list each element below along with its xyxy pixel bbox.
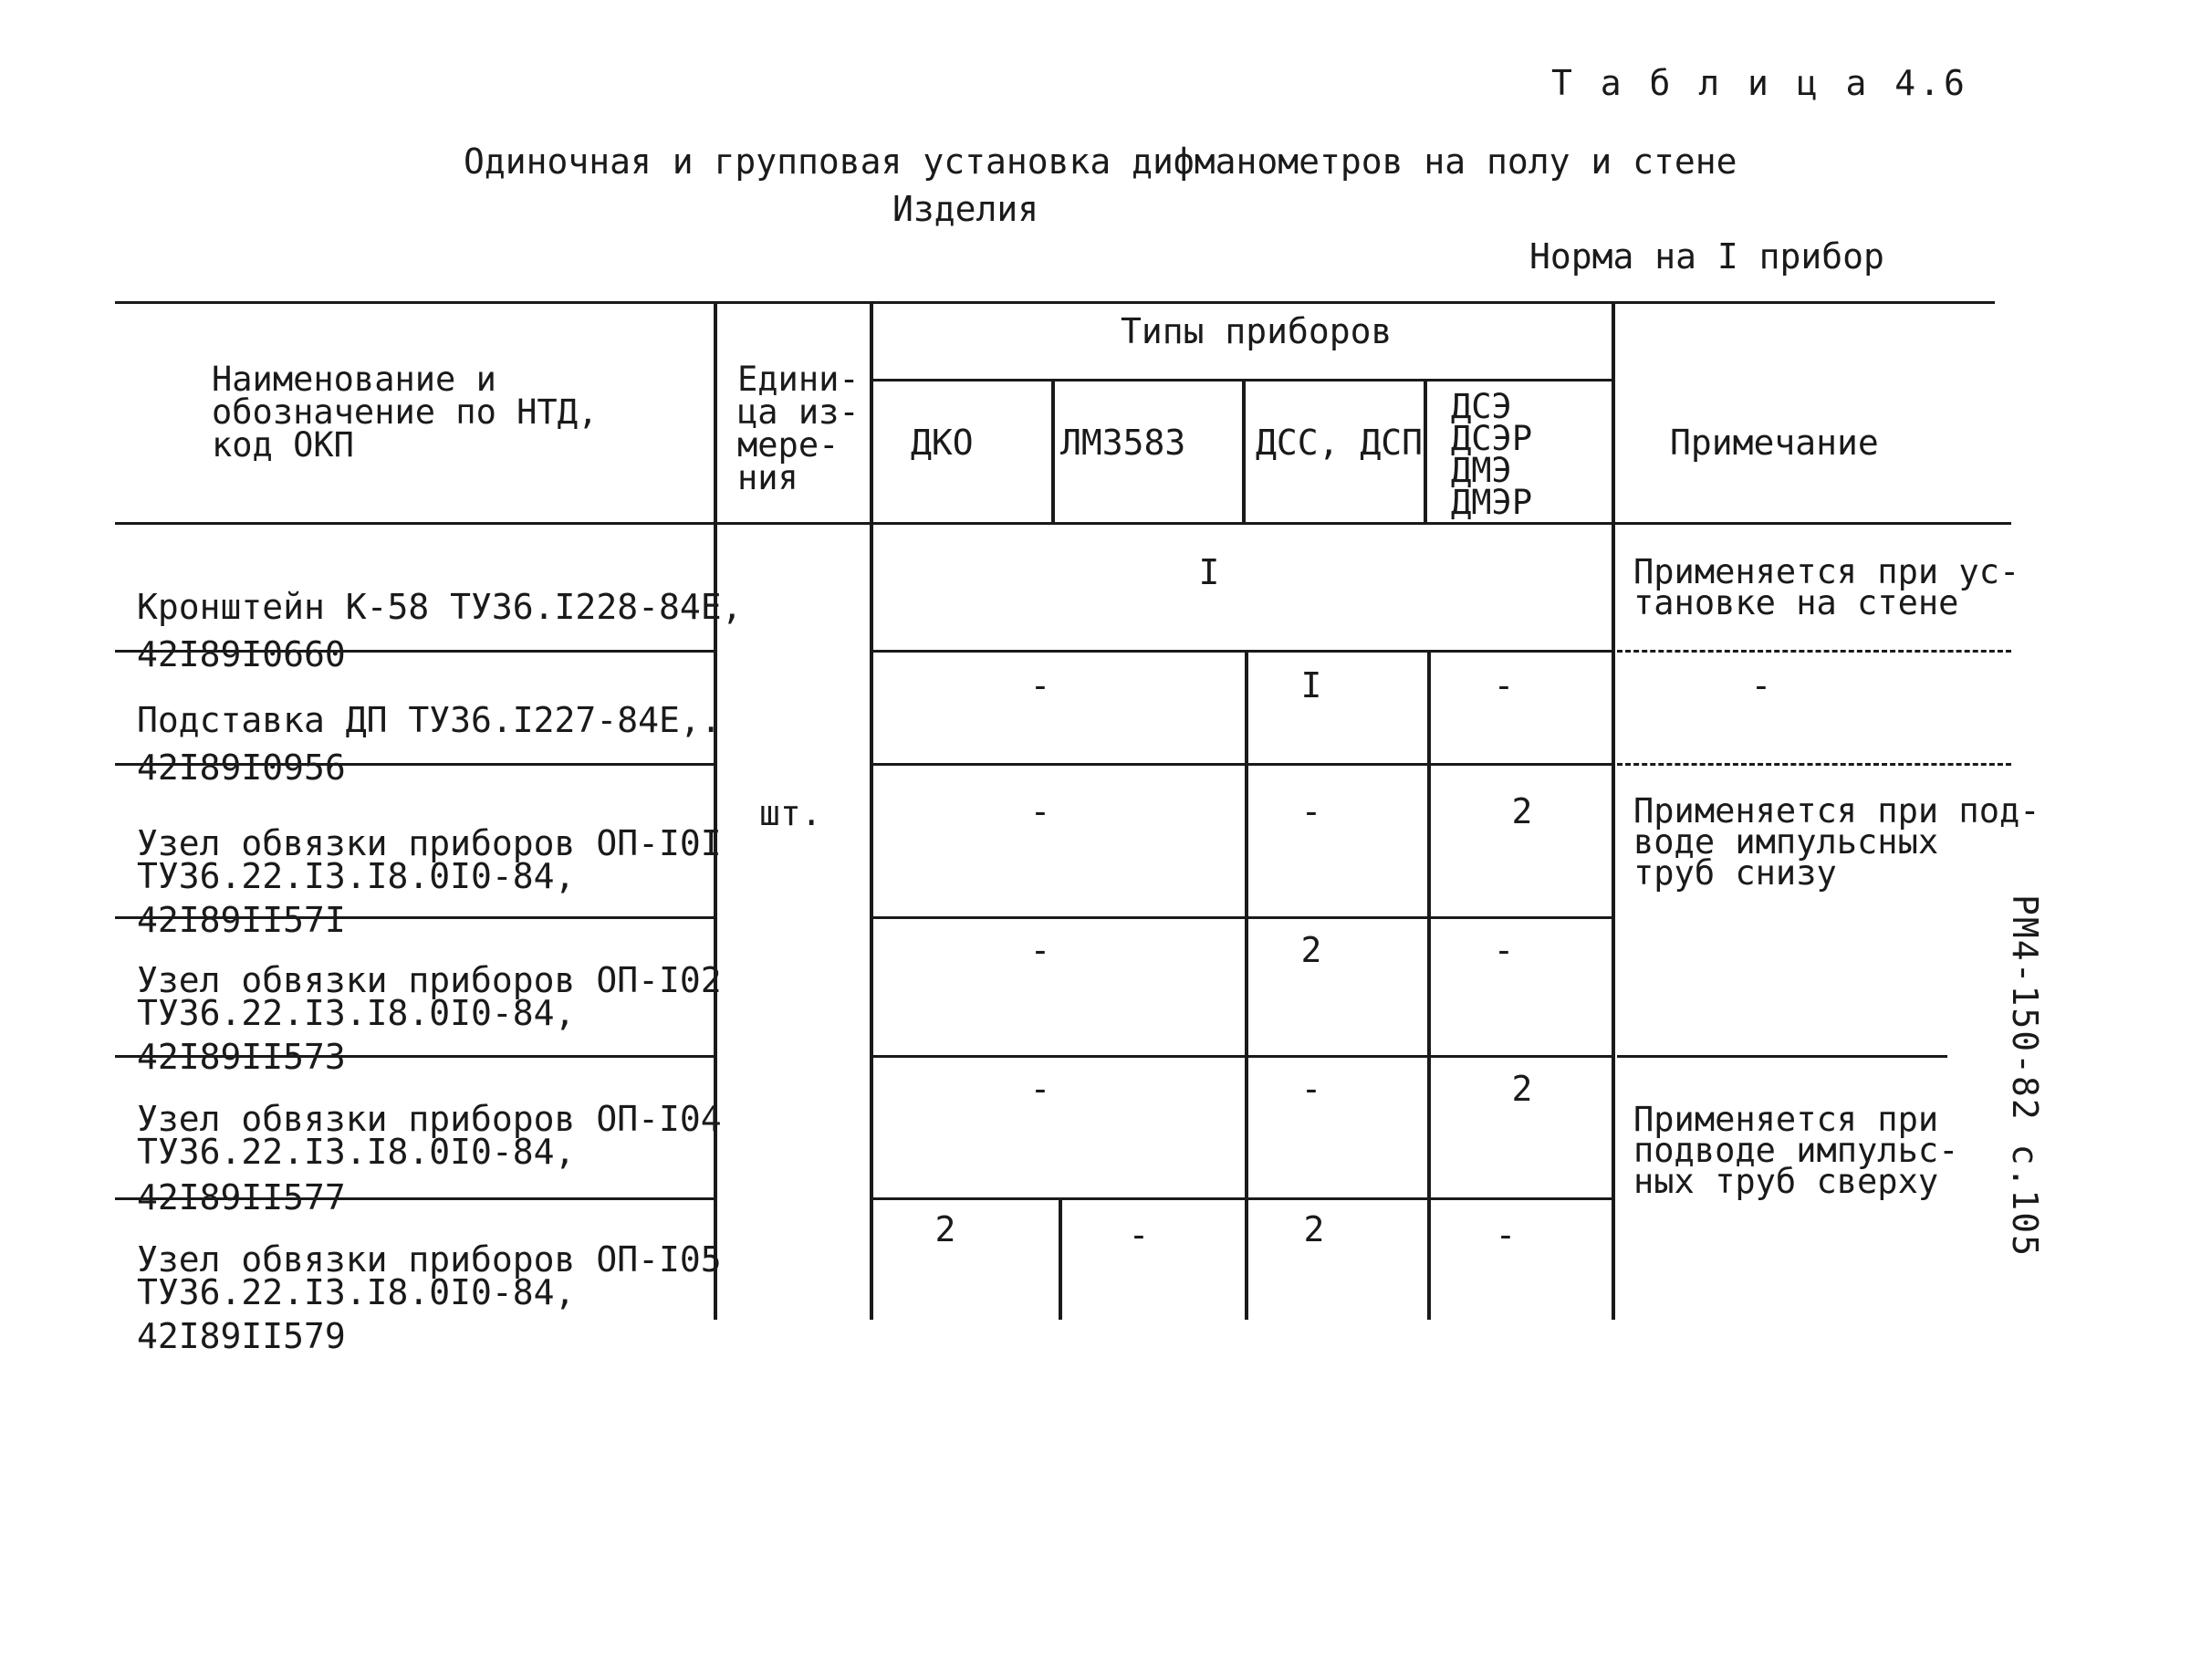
- row-value-merged: I: [1198, 552, 1220, 592]
- row-value-dko-lm: -: [1029, 791, 1051, 831]
- row-note: -: [1750, 665, 1772, 705]
- norm-label: Норма на I прибор: [1529, 236, 1884, 277]
- row-name: Узел обвязки приборов ОП-I05 ТУ36.22.I3.I8.0I0-84,: [137, 1239, 722, 1312]
- row-name: Кронштейн К-58 ТУ36.I228-84Е,: [137, 587, 743, 627]
- row-value-lm: -: [1128, 1215, 1150, 1255]
- document-code: РМ4-150-82 с.105: [2005, 894, 2045, 1259]
- row-note: Применяется при подводе импульс- ных труб сверху: [1633, 1100, 1959, 1201]
- row-name: Узел обвязки приборов ОП-I0I ТУ36.22.I3.I8.0I0-84,: [137, 823, 722, 896]
- row-value-dse: 2: [1511, 1069, 1533, 1109]
- row-value-dse: 2: [1511, 791, 1533, 831]
- row-code: 42I89I0660: [137, 634, 346, 674]
- row-code: 42I89II579: [137, 1316, 346, 1356]
- row-code: 42I89II57I: [137, 900, 346, 940]
- row-note: Применяется при под- воде импульсных труб снизу: [1633, 791, 2040, 893]
- row-value-dss: -: [1300, 791, 1322, 831]
- table-label: Т а б л и ц а 4.6: [1551, 63, 1968, 103]
- row-code: 42I89II573: [137, 1037, 346, 1077]
- header-col-dss: ДСС, ДСП: [1256, 423, 1424, 463]
- header-unit: Едини- ца из- мере- ния: [737, 360, 860, 497]
- row-value-dko-lm: -: [1029, 930, 1051, 970]
- header-col-lm: ЛМ3583: [1060, 423, 1186, 463]
- row-name: Узел обвязки приборов ОП-I02 ТУ36.22.I3.I8.0I0-84,: [137, 960, 722, 1033]
- row-name: Узел обвязки приборов ОП-I04 ТУ36.22.I3.I8.0I0-84,: [137, 1099, 722, 1172]
- header-col-dko: ДКО: [911, 423, 974, 463]
- row-value-dko: 2: [934, 1209, 956, 1249]
- row-value-dko-lm: -: [1029, 1069, 1051, 1109]
- row-value-dss: -: [1300, 1069, 1322, 1109]
- row-value-dko-lm: -: [1029, 665, 1051, 705]
- header-note: Примечание: [1670, 423, 1879, 463]
- row-value-dss: I: [1300, 665, 1322, 705]
- header-name: Наименование и обозначение по НТД, код ОКП: [212, 360, 599, 465]
- row-name: Подставка ДП ТУ36.I227-84Е,.: [137, 700, 722, 740]
- header-types: Типы приборов: [1121, 311, 1393, 351]
- row-value-dss: 2: [1303, 1209, 1325, 1249]
- page-subtitle: Изделия: [892, 189, 1039, 229]
- header-col-dse: ДСЭ ДСЭР ДМЭ ДМЭР: [1451, 387, 1533, 522]
- row-code: 42I89I0956: [137, 747, 346, 788]
- unit-value: шт.: [759, 793, 822, 833]
- row-value-dss: 2: [1300, 930, 1322, 970]
- row-value-dse: -: [1495, 1215, 1517, 1255]
- row-value-dse: -: [1493, 665, 1515, 705]
- row-note: Применяется при ус- тановке на стене: [1633, 552, 2020, 622]
- page-title: Одиночная и групповая установка дифманометров на полу и стене: [464, 141, 1737, 182]
- row-value-dse: -: [1493, 930, 1515, 970]
- row-code: 42I89II577: [137, 1177, 346, 1217]
